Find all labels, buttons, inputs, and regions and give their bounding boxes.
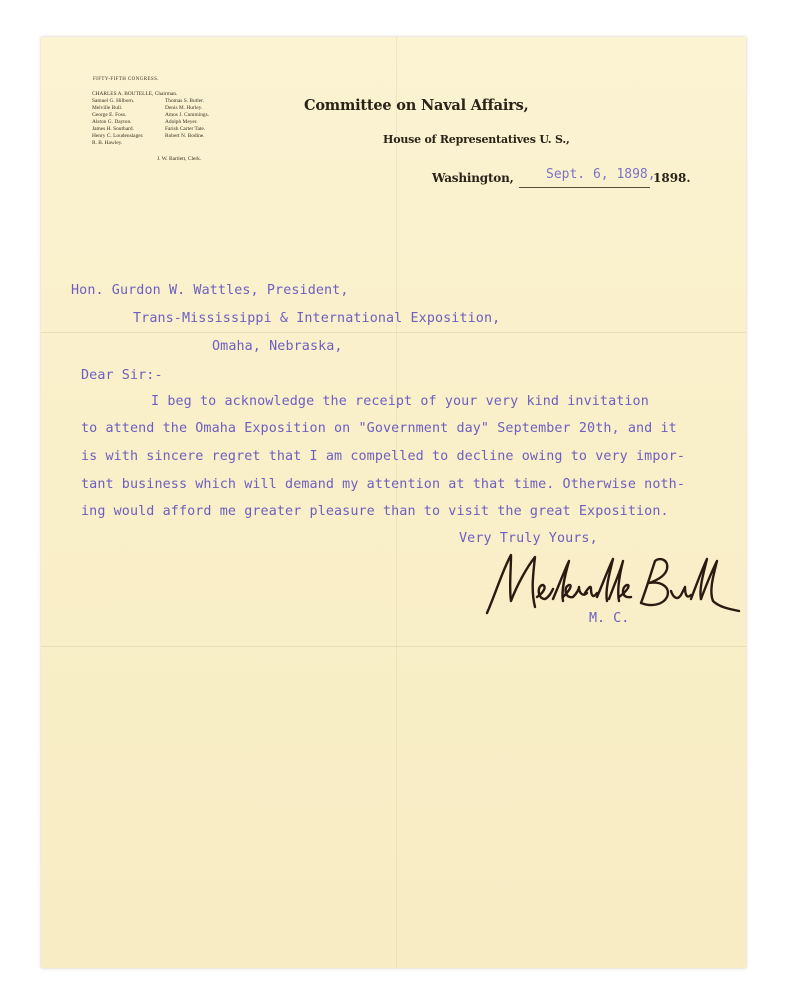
- member-name: Henry C. Loudenslager.: [92, 133, 144, 139]
- member-name: James H. Southard.: [92, 126, 134, 132]
- letter-date: Sept. 6, 1898,: [546, 167, 656, 182]
- member-name: Denis M. Hurley.: [165, 105, 203, 111]
- body-line: is with sincere regret that I am compelled to decline owing to very impor-: [81, 449, 685, 464]
- house-heading: House of Representatives U. S.,: [383, 133, 570, 146]
- committee-title: Committee on Naval Affairs,: [304, 97, 529, 114]
- member-name: Robert N. Bodine.: [165, 133, 205, 139]
- salutation: Dear Sir:-: [81, 368, 163, 383]
- closing: Very Truly Yours,: [459, 531, 598, 546]
- member-name: [165, 91, 242, 98]
- place-label: Washington,: [432, 171, 514, 185]
- body-line: ing would afford me greater pleasure than to visit the great Exposition.: [81, 504, 669, 519]
- address-line: Trans-Mississippi & International Exposition,: [133, 311, 501, 326]
- member-name: R. B. Hawley.: [92, 140, 123, 146]
- address-line: Omaha, Nebraska,: [212, 339, 343, 354]
- member-name: Farish Carter Tate.: [165, 126, 206, 132]
- date-rule: [519, 187, 650, 188]
- committee-member-list: [92, 91, 242, 147]
- member-name: Alston G. Dayton.: [92, 119, 132, 125]
- fold-line: [41, 332, 746, 333]
- body-line: I beg to acknowledge the receipt of your very kind invitation: [151, 394, 649, 409]
- member-name: Samuel G. Hilborn.: [92, 98, 135, 104]
- clerk-name: J. W. Bartlett, Clerk.: [157, 156, 202, 162]
- member-name: Thomas S. Butler.: [165, 98, 204, 104]
- fold-line: [396, 37, 397, 968]
- body-line: to attend the Omaha Exposition on "Government day" September 20th, and it: [81, 421, 677, 436]
- address-line: Hon. Gurdon W. Wattles, President,: [71, 283, 349, 298]
- body-line: tant business which will demand my attention at that time. Otherwise noth-: [81, 477, 685, 492]
- member-name: George E. Foss.: [92, 112, 127, 118]
- letter-sheet: [41, 37, 746, 968]
- member-name: CHARLES A. BOUTELLE, Chairman.: [92, 91, 178, 97]
- handwritten-signature: [481, 547, 743, 621]
- printed-year: 1898.: [653, 171, 691, 185]
- member-name: Melville Bull.: [92, 105, 123, 111]
- member-name: Adolph Meyer.: [165, 119, 198, 125]
- member-name: [165, 140, 242, 147]
- fold-line: [41, 646, 746, 647]
- congress-heading: FIFTY-FIFTH CONGRESS.: [93, 77, 159, 82]
- signer-title: M. C.: [589, 611, 630, 626]
- member-name: Amos J. Cummings.: [165, 112, 210, 118]
